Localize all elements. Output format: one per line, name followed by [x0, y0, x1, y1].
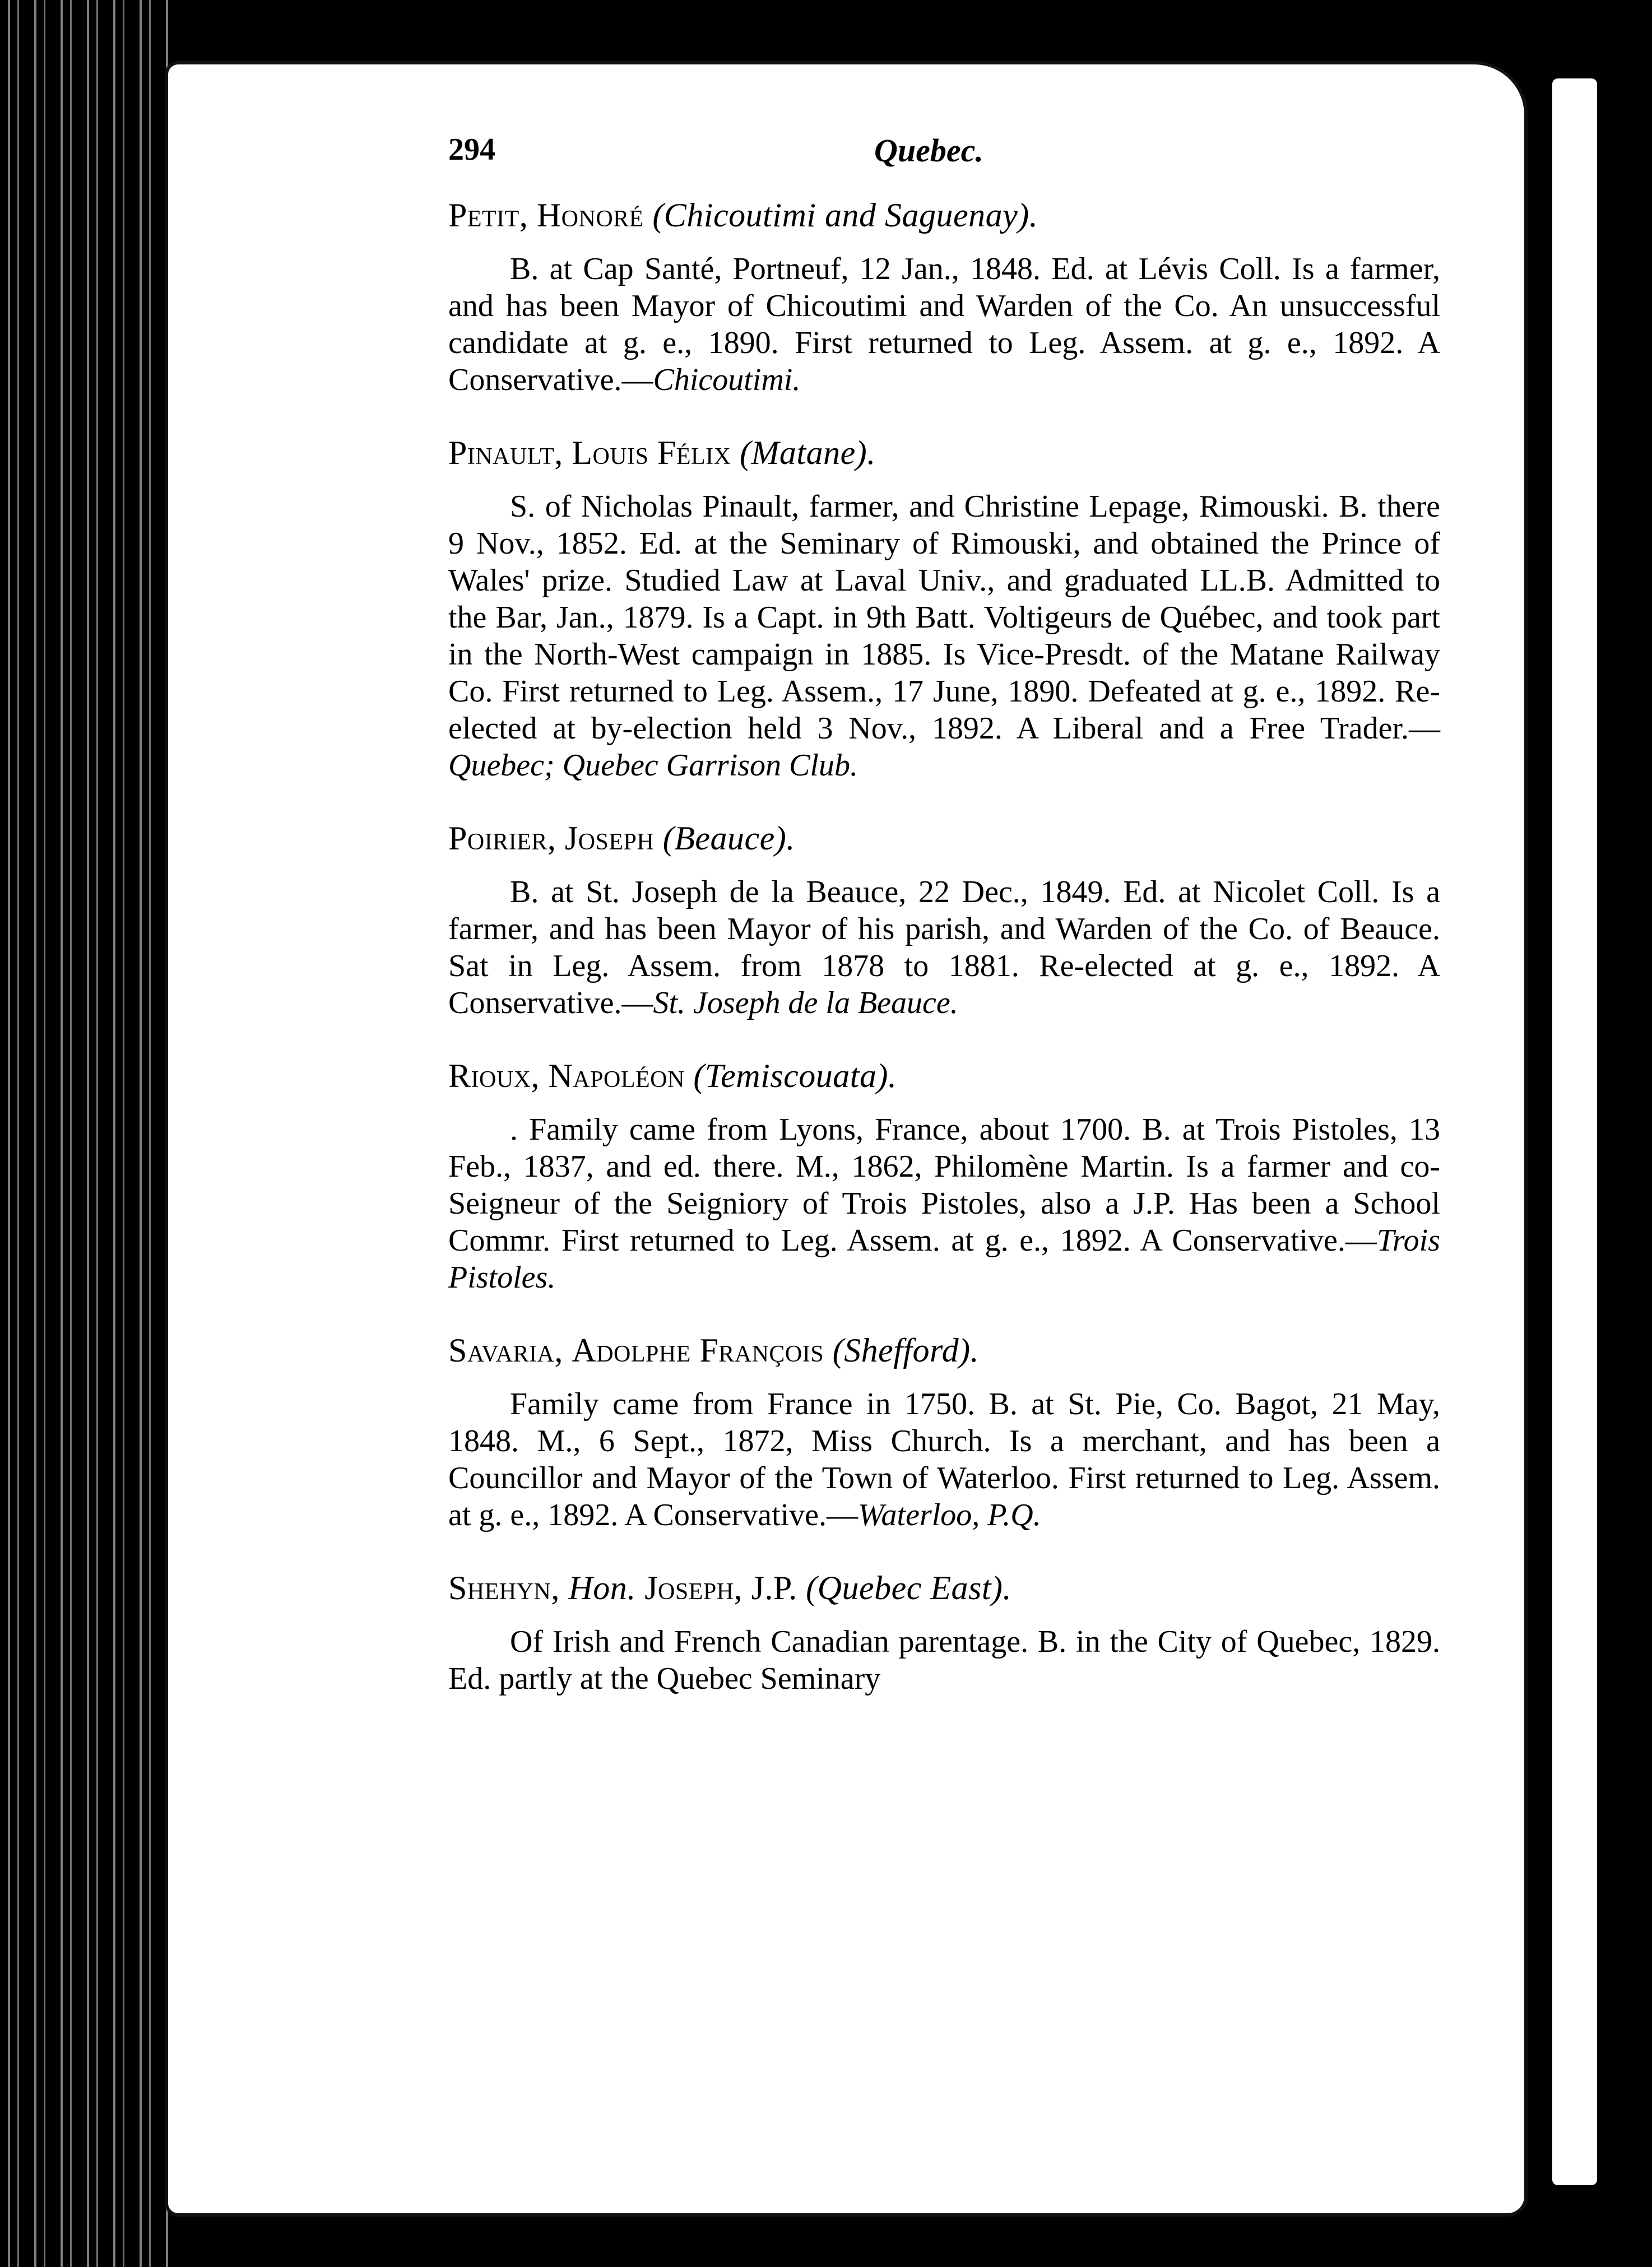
entry-constituency: (Matane). — [739, 434, 876, 471]
entry-address: Chicoutimi. — [653, 363, 801, 397]
entry-text: B. at Cap Santé, Portneuf, 12 Jan., 1848. Ed. at Lévis Coll. Is a farmer, and has been Mayor of Chicoutimi and Warden of the Co. An unsuccessful candidate at g. e., 1890. First returned to Leg. Assem. at g. e., 1892. A Conservative.— — [448, 252, 1440, 397]
entry-text: Of Irish and French Canadian parentage. B. in the City of Quebec, 1829. Ed. partly at the Quebec Seminary — [448, 1624, 1440, 1696]
entry-given-names: Honoré — [536, 197, 644, 234]
entry-surname: Shehyn, — [448, 1569, 560, 1606]
entry-heading — [448, 1566, 1440, 1610]
entry-given-names: Joseph — [564, 820, 655, 857]
entry-given-names: Napoléon — [548, 1057, 685, 1094]
entry-text: B. at St. Joseph de la Beauce, 22 Dec., 1849. Ed. at Nicolet Coll. Is a farmer, and has been Mayor of his parish, and Warden of the Co. of Beauce. Sat in Leg. Assem. from 1878 to 1881. Re-elected at g. e., 1892. A Conservative.— — [448, 875, 1440, 1020]
page-content — [448, 132, 1440, 1730]
entry-pinault — [448, 431, 1440, 784]
entry-given-names: Adolphe François — [572, 1332, 824, 1369]
entry-address: Quebec; Quebec Garrison Club. — [448, 748, 858, 783]
entry-surname: Rioux, — [448, 1057, 540, 1094]
entry-given-names: Louis Félix — [572, 434, 731, 471]
entry-biography — [448, 250, 1440, 398]
entry-constituency: (Quebec East). — [806, 1569, 1012, 1606]
entry-biography — [448, 488, 1440, 784]
entry-surname: Petit, — [448, 197, 528, 234]
next-page-edge — [1552, 78, 1597, 2185]
entry-poirier — [448, 816, 1440, 1021]
entry-surname: Pinault, — [448, 434, 563, 471]
entry-surname: Savaria, — [448, 1332, 563, 1369]
entry-savaria — [448, 1328, 1440, 1534]
running-title: Quebec. — [874, 132, 983, 169]
entry-heading — [448, 193, 1440, 237]
entry-given-names: Joseph, J.P. — [644, 1569, 797, 1606]
entry-heading — [448, 816, 1440, 860]
entry-constituency: (Beauce). — [662, 820, 795, 857]
entry-honorific: Hon. — [568, 1569, 636, 1606]
entry-biography — [448, 874, 1440, 1021]
page-header — [448, 132, 1440, 193]
entry-constituency: (Shefford). — [832, 1332, 980, 1369]
entry-heading — [448, 431, 1440, 475]
entry-address: St. Joseph de la Beauce. — [653, 986, 958, 1020]
entry-text: Family came from France in 1750. B. at St. Pie, Co. Bagot, 21 May, 1848. M., 6 Sept., 1872, Miss Church. Is a merchant, and has been a Councillor and Mayor of the Town of Waterloo. First returned to Leg. Assem. at g. e., 1892. A Conservative.— — [448, 1387, 1440, 1532]
entry-biography — [448, 1111, 1440, 1296]
entry-biography — [448, 1386, 1440, 1534]
entry-text: . Family came from Lyons, France, about 1700. B. at Trois Pistoles, 13 Feb., 1837, and ed. there. M., 1862, Philomène Martin. Is a farmer and co-Seigneur of the Seigniory of Trois Pistoles, also a J.P. Has been a School Commr. First returned to Leg. Assem. at g. e., 1892. A Conservative.— — [448, 1112, 1440, 1258]
entry-text: S. of Nicholas Pinault, farmer, and Christine Lepage, Rimouski. B. there 9 Nov., 1852. Ed. at the Seminary of Rimouski, and obtained the Prince of Wales' prize. Studied Law at Laval Univ., and graduated LL.B. Admitted to the Bar, Jan., 1879. Is a Capt. in 9th Batt. Voltigeurs de Québec, and took part in the North-West campaign in 1885. Is Vice-Presdt. of the Matane Railway Co. First returned to Leg. Assem., 17 June, 1890. Defeated at g. e., 1892. Re-elected at by-election held 3 Nov., 1892. A Liberal and a Free Trader.— — [448, 489, 1440, 746]
entry-address: Waterloo, P.Q. — [858, 1498, 1041, 1532]
entry-rioux — [448, 1054, 1440, 1296]
page-number: 294 — [448, 132, 495, 167]
entry-constituency: (Chicoutimi and Saguenay). — [652, 197, 1038, 234]
entry-heading — [448, 1054, 1440, 1098]
entry-constituency: (Temiscouata). — [693, 1057, 897, 1094]
entry-address: Trois Pistoles. — [448, 1223, 1440, 1295]
book-spine — [0, 0, 168, 2267]
entry-shehyn — [448, 1566, 1440, 1697]
entry-biography — [448, 1623, 1440, 1697]
entry-heading — [448, 1328, 1440, 1372]
entry-surname: Poirier, — [448, 820, 556, 857]
entry-petit — [448, 193, 1440, 398]
